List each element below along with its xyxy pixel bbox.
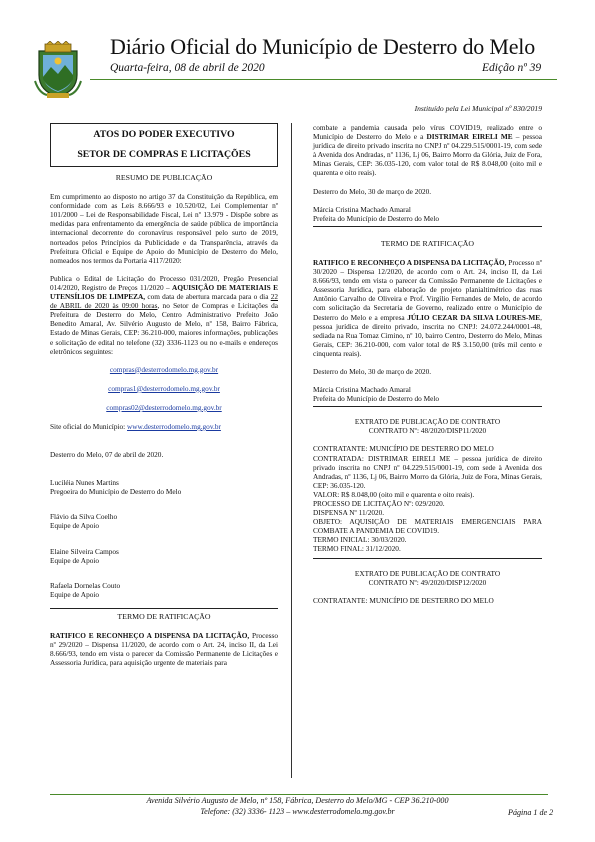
objeto: OBJETO: AQUISIÇÃO DE MATERIAIS EMERGENCIAIS PARA COMBATE A PANDEMIA DE COVID19. [313,517,542,536]
cont-text: combate a pandemia causada pelo vírus COVID19, realizado entre o Município de Desterro do Melo e a [313,123,542,142]
opening-date: 22 de ABRIL de 2020 às 09:00 horas [50,292,278,311]
resumo-text: , no Setor de Compras e Licitações da Prefeitura de Desterro do Melo, Centro Administrativo Prefeito João Benedito Amaral, Av. Silvério Augusto de Melo, nº 158, Bairro Fábrica, Estado de Minas Gerais, CEP: 36.210-000, maiores informações, publicações e solicitação de edital no telefone (32) 3336-1123 ou no e-mails e endereços eletrônicos seguintes: [50,301,278,356]
termo-text: , pessoa jurídica de direito privado, inscrita no CNPJ: 24.072.244/0001-48, sediada na Rua Tomaz Cimino, nº 10, bairro Centro, Desterro do Melo, Minas Gerais, CEP: 36.210-000, com valor total de R$ 3.150,00 (três mil cento e cinquenta reais). [313,312,542,358]
termo-bold: RATIFICO E RECONHEÇO A DISPENSA DA LICITAÇÃO, [313,257,507,267]
contract-number: CONTRATO Nº: 49/2020/DISP12/2020 [368,577,487,587]
document-title: Diário Oficial do Município de Desterro do Melo [110,34,535,59]
signature-block [50,547,278,565]
contratante: CONTRATANTE: MUNICÍPIO DE DESTERRO DO MELO [313,595,494,605]
phone-line: Telefone: (32) 3336- 1123 – www.desterrodomelo.mg.gov.br [200,806,395,816]
valor [313,490,542,499]
address-line: Avenida Silvério Augusto de Melo, nº 158, Fábrica, Desterro do Melo/MG - CEP 36.210-000 [146,796,449,805]
termo-bold: RATIFICO E RECONHEÇO A DISPENSA DA LICITAÇÃO, [50,631,250,640]
signatory-role: Prefeita do Município de Desterro do Melo [313,394,440,404]
section-subtitle: SETOR DE COMPRAS E LICITAÇÕES [77,149,251,160]
extrato-title: EXTRATO DE PUBLICAÇÃO DE CONTRATO [354,568,501,578]
extrato1-heading [313,406,542,435]
column-divider [291,123,292,778]
resumo-text: Publica o Edital de Licitação do Processo 031/2020, Pregão Presencial 014/2020, Registro de Preços 11/2020 – [50,273,278,292]
contract-details [313,444,542,553]
signatory-name: Flávio da Silva Coelho [50,512,118,522]
signature-block [50,581,278,599]
signatory-role: Equipe de Apoio [50,555,100,565]
email-link-2[interactable]: compras1@desterrodomelo.mg.gov.br [108,383,220,393]
left-column [50,123,278,676]
signatory-role: Equipe de Apoio [50,589,100,599]
header-rule [90,79,557,80]
page-number: Página 1 de 2 [508,808,554,817]
contratante: CONTRATANTE: MUNICÍPIO DE DESTERRO DO MELO [313,444,494,454]
right-column [313,123,542,605]
date-line: Desterro do Melo, 30 de março de 2020. [313,186,432,196]
signature-block [313,205,542,223]
termo2-heading: TERMO DE RATIFICAÇÃO [313,226,542,248]
termo-inicial: TERMO INICIAL: 30/03/2020. [313,535,407,545]
signature-block [50,478,278,496]
contratada-label: CONTRATADA: DISTRIMAR EIRELI ME [313,453,451,463]
footer-rule [50,794,548,795]
signatory-role: Prefeita do Município de Desterro do Melo [313,213,440,223]
contratada-text: – pessoa jurídica de direito privado inscrita no CNPJ nº 04.229.515/0001-19, com sede à Avenida dos Andradas, nº 1136, Lj 06, Bairro Morro da Glória, Juiz de Fora, Minas Gerais, CEP: 36.035-120. [313,453,542,490]
section-title: ATOS DO PODER EXECUTIVO [93,129,235,140]
site-label: Site oficial do Município: [50,421,128,431]
valor-text: R$ 8.048,00 (oito mil e quarenta e oito reais). [341,489,475,499]
signature-block [50,512,278,530]
cont-text: – pessoa jurídica de direito privado inscrita no CNPJ nº 04.229.515/0001-19, com sede à Avenida dos Andradas, nº 1136, Lj 06, Bairro Morro da Glória, Juiz de Fora, Minas Gerais, CEP: 36.035-120, com valor total de R$ 8.048,00 (oito mil e quarenta e oito reais). [313,132,542,178]
contratada [313,454,542,490]
issue-date: Quarta-feira, 08 de abril de 2020 [110,62,265,74]
signatory-role: Equipe de Apoio [50,521,100,531]
dispensa: DISPENSA Nº 11/2020. [313,508,385,518]
section-header-box [50,123,278,167]
signatory-role: Pregoeira do Município de Desterro do Melo [50,487,182,497]
signatory-name: Luciléia Nunes Martins [50,478,119,488]
company-name: JÚLIO CEZAR DA SILVA LOURES-ME [407,312,541,322]
resumo-paragraph-2 [50,274,278,356]
termo-text: Processo nº 29/2020 – Dispensa 11/2020, de acordo com o Art. 24, inciso II, da Lei 8.666/93, tendo em vista o parecer da Comissão Permanente de Licitações e Assessoria Jurídica, para aquisição urgente de materiais para [50,631,278,668]
footer-address [0,796,595,817]
termo-paragraph [50,631,278,667]
resumo-text: com data de abertura marcada para o dia [145,292,271,302]
date-line: Desterro do Melo, 07 de abril de 2020. [50,450,164,460]
processo: PROCESSO DE LICITAÇÃO Nº: 029/2020. [313,499,445,508]
municipal-crest-icon [33,41,83,99]
signatory-name: Rafaela Dornelas Couto [50,580,121,590]
termo-text: Processo nº 30/2020 – Dispensa 12/2020, de acordo com o Art. 24, inciso II, da Lei 8.666/93, tendo em vista o parecer da Comissão Permanente de Licitações e Assessoria Jurídica, para elaboração de projeto planialtimétrico das ruas Antônio Carvalho de Oliveira e Prof. Virgílio Fernandes de Melo, de acordo com solicitação da Secretaria de Governo, realizado entre o Município de Desterro do Melo e a empresa [313,257,542,322]
extrato2-heading [313,558,542,587]
contract-number: CONTRATO Nº: 48/2020/DISP11/2020 [368,426,487,436]
edition-number: Edição nº 39 [482,62,542,74]
company-name: DISTRIMAR EIRELI ME [426,132,513,142]
signatory-name: Márcia Cristina Machado Amaral [313,204,411,214]
date-line: Desterro do Melo, 30 de março de 2020. [313,366,432,376]
termo-continuation [313,123,542,178]
termo-final: TERMO FINAL: 31/12/2020. [313,544,401,554]
signatory-name: Elaine Silveira Campos [50,546,119,556]
email-link-3[interactable]: compras02@desterrodomelo.mg.gov.br [106,402,222,412]
signature-block [313,385,542,403]
site-line [50,422,278,431]
extrato-title: EXTRATO DE PUBLICAÇÃO DE CONTRATO [354,417,501,427]
resumo-heading: RESUMO DE PUBLICAÇÃO [115,173,213,182]
signatory-name: Márcia Cristina Machado Amaral [313,385,411,395]
termo-heading: TERMO DE RATIFICAÇÃO [50,608,278,621]
instituted-note: Instituído pela Lei Municipal nº 830/2019 [414,104,542,113]
site-link[interactable]: www.desterrodomelo.mg.gov.br [127,421,221,431]
valor-label: VALOR: [313,489,342,499]
resumo-paragraph-1: Em cumprimento ao disposto no artigo 37 da Constituição da República, em conformidade com as Leis 8.666/93 e 10.520/02, Lei Complementar nº 101/2000 – Lei de Responsabilidade Fiscal, Lei nº 13.979 - Dispõe sobre as medidas para enfrentamento da emergência de saúde pública de importância internacional decorrente do coronavírus responsável pelo surto de 2019, norteados pelos Princípios da Publicidade e da Transparência, através da Prefeitura Oficial e Equipe de Apoio do Município de Desterro do Melo, nomeados nos termos da Portaria 4117/2020: [50,192,278,265]
termo2-paragraph [313,258,542,358]
email-link-1[interactable]: compras@desterrodomelo.mg.gov.br [109,364,219,374]
resumo-object: AQUISIÇÃO DE MATERIAIS E UTENSÍLIOS DE LIMPEZA, [50,282,278,302]
contract-details [313,596,542,605]
